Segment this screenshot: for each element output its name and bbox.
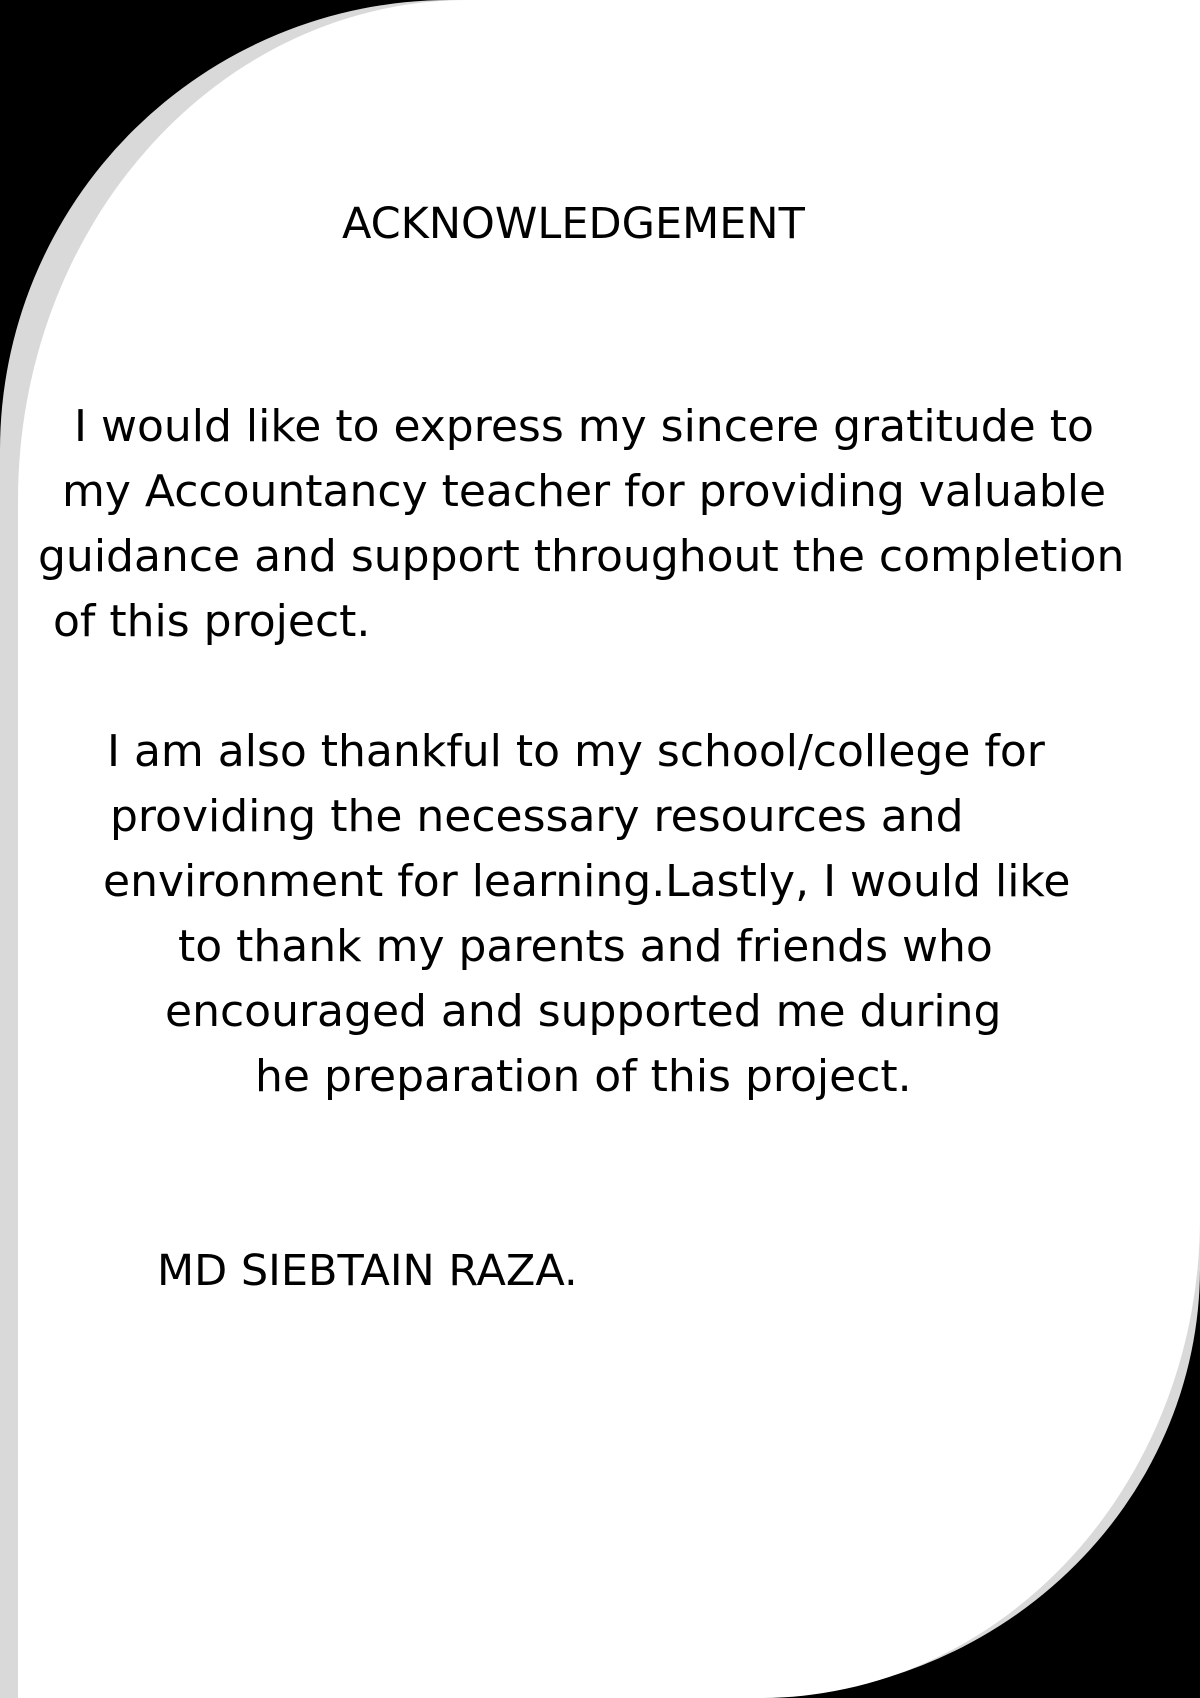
document-title: ACKNOWLEDGEMENT [342, 199, 805, 249]
paragraph2-line-5: encouraged and supported me during [165, 986, 1002, 1037]
paragraph1-line-2: my Accountancy teacher for providing valuable [62, 466, 1107, 517]
paragraph2-line-6: he preparation of this project. [255, 1051, 912, 1102]
paragraph2-line-3: environment for learning.Lastly, I would like [103, 856, 1071, 907]
paragraph2-line-4: to thank my parents and friends who [178, 921, 993, 972]
paragraph2-line-2: providing the necessary resources and [110, 791, 964, 842]
paragraph1-line-3: guidance and support throughout the completion [38, 531, 1125, 582]
paragraph2-line-1: I am also thankful to my school/college for [107, 726, 1045, 777]
paragraph1-line-1: I would like to express my sincere gratitude to [74, 401, 1094, 452]
paragraph1-line-4: of this project. [53, 596, 371, 647]
author-signature: MD SIEBTAIN RAZA. [157, 1246, 578, 1296]
paper-sheet [18, 0, 1200, 1698]
